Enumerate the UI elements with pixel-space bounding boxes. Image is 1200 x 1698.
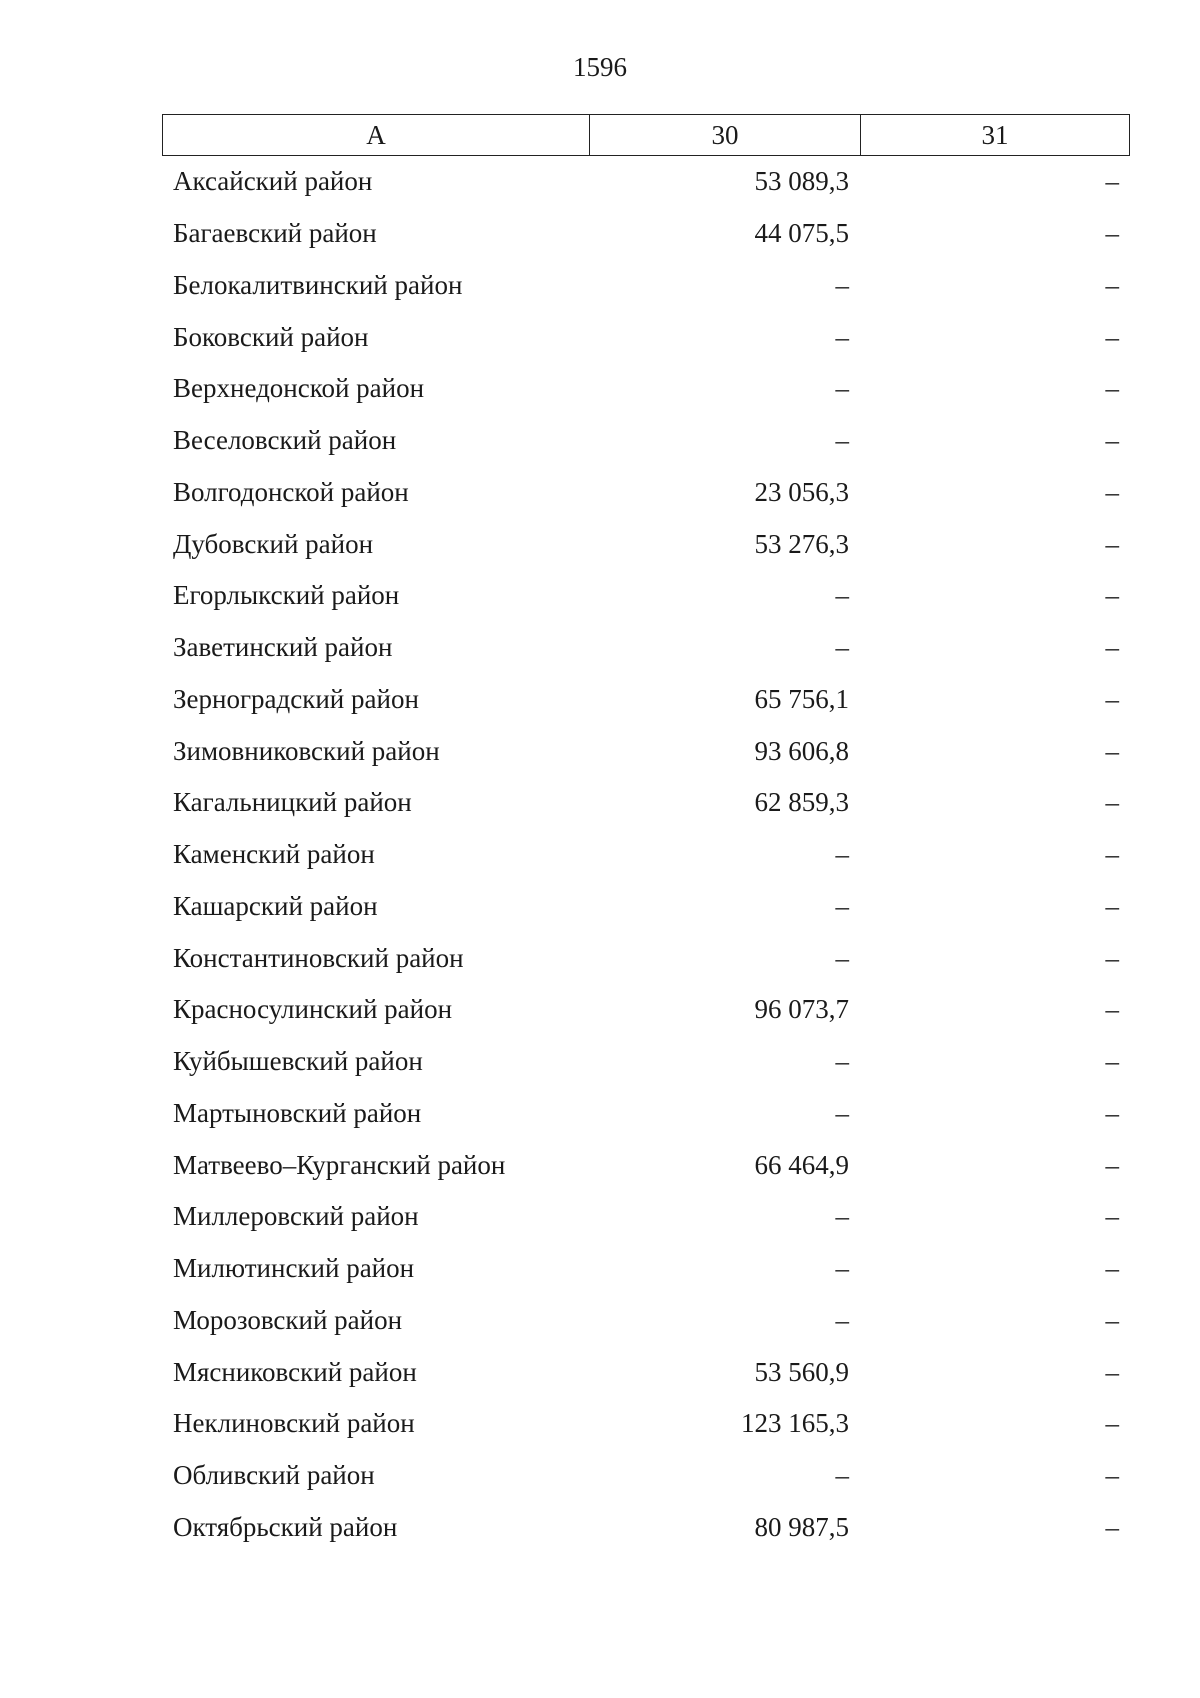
column-31-value-cell: –: [1105, 1253, 1119, 1284]
district-name-cell: Белокалитвинский район: [173, 269, 463, 300]
table-row: [162, 1502, 1130, 1554]
column-30-value-cell: 96 073,7: [754, 994, 849, 1025]
column-31-value-cell: –: [1105, 1201, 1119, 1232]
column-30-value-cell: –: [835, 321, 849, 352]
district-name-cell: Зимовниковский район: [173, 735, 440, 766]
table-row: [162, 1398, 1130, 1450]
column-31-value-cell: –: [1105, 1046, 1119, 1077]
table-row: [162, 674, 1130, 726]
table-row: [162, 1243, 1130, 1295]
district-name-cell: Боковский район: [173, 321, 369, 352]
column-31-value-cell: –: [1105, 787, 1119, 818]
column-30-value-cell: 62 859,3: [754, 787, 849, 818]
table-row: [162, 415, 1130, 467]
column-31-value-cell: –: [1105, 994, 1119, 1025]
column-30-value-cell: –: [835, 839, 849, 870]
column-31-value-cell: –: [1105, 476, 1119, 507]
district-name-cell: Октябрьский район: [173, 1511, 398, 1542]
table-row: [162, 1191, 1130, 1243]
column-30-value-cell: 93 606,8: [754, 735, 849, 766]
table-row: [162, 881, 1130, 933]
district-name-cell: Матвеево–Курганский район: [173, 1149, 506, 1180]
page-number: 1596: [573, 52, 627, 82]
column-31-value-cell: –: [1105, 425, 1119, 456]
district-name-cell: Куйбышевский район: [173, 1046, 423, 1077]
column-30-value-cell: 65 756,1: [754, 683, 849, 714]
district-name-cell: Обливский район: [173, 1460, 375, 1491]
district-name-cell: Зерноградский район: [173, 683, 419, 714]
district-name-cell: Неклиновский район: [173, 1408, 415, 1439]
table-row: [162, 1346, 1130, 1398]
column-30-value-cell: –: [835, 269, 849, 300]
column-31-value-cell: –: [1105, 735, 1119, 766]
column-30-value-cell: –: [835, 373, 849, 404]
column-30-value-cell: –: [835, 425, 849, 456]
column-31-value-cell: –: [1105, 1304, 1119, 1335]
table-row: [162, 156, 1130, 208]
table-row: [162, 984, 1130, 1036]
column-30-value-cell: –: [835, 1201, 849, 1232]
column-31-value-cell: –: [1105, 321, 1119, 352]
column-30-value-cell: 123 165,3: [741, 1408, 849, 1439]
district-name-cell: Милютинский район: [173, 1253, 415, 1284]
district-name-cell: Морозовский район: [173, 1304, 403, 1335]
column-30-value-cell: 44 075,5: [754, 218, 849, 249]
column-30-value-cell: –: [835, 890, 849, 921]
column-30-value-cell: 23 056,3: [754, 476, 849, 507]
column-30-value-cell: –: [835, 1046, 849, 1077]
table-row: [162, 932, 1130, 984]
table-row: [162, 467, 1130, 519]
column-31-value-cell: –: [1105, 218, 1119, 249]
district-name-cell: Константиновский район: [173, 942, 464, 973]
column-31-value-cell: –: [1105, 1408, 1119, 1439]
table-row: [162, 829, 1130, 881]
table-row: [162, 363, 1130, 415]
district-name-cell: Мясниковский район: [173, 1356, 417, 1387]
table-row: [162, 1088, 1130, 1140]
column-31-value-cell: –: [1105, 1356, 1119, 1387]
district-name-cell: Миллеровский район: [173, 1201, 419, 1232]
header-column-a: А: [163, 115, 590, 155]
column-31-value-cell: –: [1105, 373, 1119, 404]
table-row: [162, 1295, 1130, 1347]
column-31-value-cell: –: [1105, 1511, 1119, 1542]
table-row: [162, 260, 1130, 312]
column-30-value-cell: 53 560,9: [754, 1356, 849, 1387]
district-name-cell: Веселовский район: [173, 425, 397, 456]
header-column-30: 30: [590, 115, 861, 155]
column-30-value-cell: –: [835, 1304, 849, 1335]
table-header-row: [162, 114, 1130, 156]
column-30-value-cell: –: [835, 942, 849, 973]
district-name-cell: Багаевский район: [173, 218, 377, 249]
table-row: [162, 518, 1130, 570]
column-31-value-cell: –: [1105, 1097, 1119, 1128]
column-31-value-cell: –: [1105, 1149, 1119, 1180]
column-30-value-cell: 53 276,3: [754, 528, 849, 559]
column-31-value-cell: –: [1105, 890, 1119, 921]
column-30-value-cell: –: [835, 632, 849, 663]
table-row: [162, 622, 1130, 674]
district-name-cell: Кагальницкий район: [173, 787, 412, 818]
table-body: [162, 156, 1130, 1553]
column-31-value-cell: –: [1105, 580, 1119, 611]
column-31-value-cell: –: [1105, 839, 1119, 870]
district-name-cell: Егорлыкский район: [173, 580, 400, 611]
column-31-value-cell: –: [1105, 632, 1119, 663]
table-row: [162, 1450, 1130, 1502]
table-row: [162, 570, 1130, 622]
column-30-value-cell: 53 089,3: [754, 166, 849, 197]
column-30-value-cell: –: [835, 580, 849, 611]
column-31-value-cell: –: [1105, 942, 1119, 973]
district-name-cell: Каменский район: [173, 839, 375, 870]
district-name-cell: Волгодонской район: [173, 476, 409, 507]
column-31-value-cell: –: [1105, 166, 1119, 197]
column-31-value-cell: –: [1105, 1460, 1119, 1491]
district-name-cell: Верхнедонской район: [173, 373, 425, 404]
district-name-cell: Заветинский район: [173, 632, 393, 663]
district-name-cell: Кашарский район: [173, 890, 378, 921]
data-table: [162, 114, 1130, 1553]
table-row: [162, 311, 1130, 363]
table-row: [162, 725, 1130, 777]
district-name-cell: Красносулинский район: [173, 994, 453, 1025]
column-30-value-cell: –: [835, 1253, 849, 1284]
column-30-value-cell: 80 987,5: [754, 1511, 849, 1542]
column-31-value-cell: –: [1105, 683, 1119, 714]
district-name-cell: Мартыновский район: [173, 1097, 422, 1128]
table-row: [162, 1036, 1130, 1088]
table-row: [162, 208, 1130, 260]
column-31-value-cell: –: [1105, 269, 1119, 300]
district-name-cell: Аксайский район: [173, 166, 373, 197]
district-name-cell: Дубовский район: [173, 528, 374, 559]
header-column-31: 31: [981, 119, 1009, 150]
column-31-value-cell: –: [1105, 528, 1119, 559]
column-30-value-cell: 66 464,9: [754, 1149, 849, 1180]
column-30-value-cell: –: [835, 1460, 849, 1491]
column-30-value-cell: –: [835, 1097, 849, 1128]
table-row: [162, 1139, 1130, 1191]
table-row: [162, 777, 1130, 829]
